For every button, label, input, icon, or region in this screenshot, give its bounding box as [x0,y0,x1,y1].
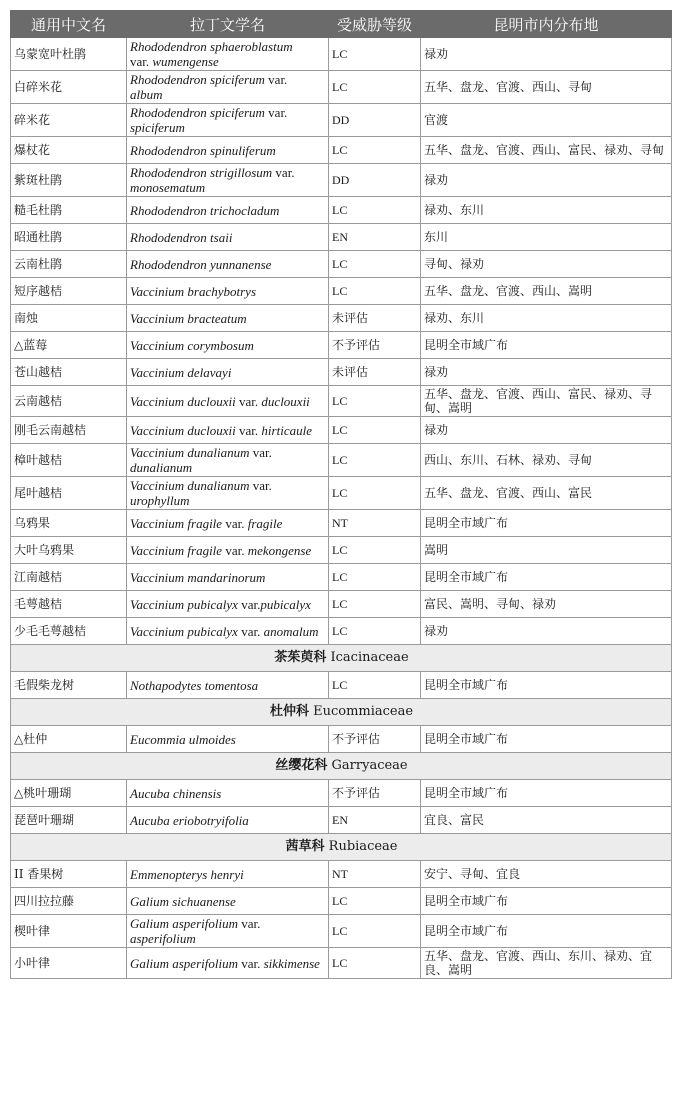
threat-level-cell: LC [329,915,421,948]
threat-level-cell: 不予评估 [329,726,421,753]
distribution-cell: 西山、东川、石林、禄劝、寻甸 [421,444,672,477]
latin-name-cell: Vaccinium pubicalyx var.pubicalyx [127,591,329,618]
common-name-cell: 樟叶越桔 [11,444,127,477]
table-row [11,251,672,278]
common-name-cell: II 香果树 [11,861,127,888]
common-name-cell: 毛萼越桔 [11,591,127,618]
family-header-cell [11,645,672,672]
family-latin-name: Rubiaceae [328,839,398,854]
family-latin-name: Garryaceae [331,758,408,773]
table-row [11,332,672,359]
common-name-cell: 昭通杜鹃 [11,224,127,251]
common-name-cell: 大叶乌鸦果 [11,537,127,564]
threat-level-cell: LC [329,386,421,417]
threat-level-cell: LC [329,564,421,591]
table-row [11,386,672,417]
common-name-cell: 四川拉拉藤 [11,888,127,915]
common-name-cell: 楔叶律 [11,915,127,948]
threat-level-cell: DD [329,164,421,197]
distribution-cell: 禄劝 [421,618,672,645]
threat-level-cell: 不予评估 [329,780,421,807]
latin-name-cell: Rhododendron spiciferum var. spiciferum [127,104,329,137]
threat-level-cell: LC [329,251,421,278]
family-header-row [11,753,672,780]
distribution-cell: 昆明全市域广布 [421,780,672,807]
common-name-cell: △桃叶珊瑚 [11,780,127,807]
latin-name-cell: Vaccinium duclouxii var. hirticaule [127,417,329,444]
latin-name-cell: Vaccinium delavayi [127,359,329,386]
header-latin-name: 拉丁文学名 [127,11,329,38]
table-row [11,618,672,645]
latin-name-cell: Vaccinium dunalianum var. dunalianum [127,444,329,477]
common-name-cell: 乌蒙宽叶杜鹃 [11,38,127,71]
latin-name-cell: Rhododendron trichocladum [127,197,329,224]
distribution-cell: 昆明全市域广布 [421,510,672,537]
latin-name-cell: Galium asperifolium var. asperifolium [127,915,329,948]
threat-level-cell: 未评估 [329,305,421,332]
common-name-cell: 白碎米花 [11,71,127,104]
threat-level-cell: LC [329,672,421,699]
family-latin-name: Eucommiaceae [313,704,414,719]
latin-name-cell: Vaccinium pubicalyx var. anomalum [127,618,329,645]
species-table [10,10,672,979]
distribution-cell: 禄劝 [421,359,672,386]
latin-name-cell: Galium asperifolium var. sikkimense [127,948,329,979]
table-row [11,861,672,888]
header-threat-level: 受威胁等级 [329,11,421,38]
table-row [11,444,672,477]
common-name-cell: 紫斑杜鹃 [11,164,127,197]
table-row [11,197,672,224]
distribution-cell: 宜良、富民 [421,807,672,834]
species-table-container [10,10,671,979]
threat-level-cell: LC [329,618,421,645]
common-name-cell: 少毛毛萼越桔 [11,618,127,645]
latin-name-cell: Eucommia ulmoides [127,726,329,753]
table-row [11,888,672,915]
common-name-cell: 南烛 [11,305,127,332]
threat-level-cell: LC [329,477,421,510]
latin-name-cell: Galium sichuanense [127,888,329,915]
common-name-cell: 短序越桔 [11,278,127,305]
distribution-cell: 五华、盘龙、官渡、西山、富民、禄劝、寻甸、嵩明 [421,386,672,417]
family-header-row [11,699,672,726]
threat-level-cell: LC [329,948,421,979]
threat-level-cell: LC [329,38,421,71]
distribution-cell: 昆明全市域广布 [421,564,672,591]
family-chinese-name: 茶茱萸科 [274,650,327,665]
distribution-cell: 禄劝、东川 [421,197,672,224]
table-row [11,104,672,137]
common-name-cell: △蓝莓 [11,332,127,359]
threat-level-cell: LC [329,888,421,915]
common-name-cell: 乌鸦果 [11,510,127,537]
latin-name-cell: Rhododendron spiciferum var. album [127,71,329,104]
table-row [11,224,672,251]
latin-name-cell: Rhododendron sphaeroblastum var. wumengense [127,38,329,71]
common-name-cell: 糙毛杜鹃 [11,197,127,224]
table-body [11,38,672,979]
distribution-cell: 五华、盘龙、官渡、西山、富民 [421,477,672,510]
family-header-cell [11,834,672,861]
threat-level-cell: LC [329,537,421,564]
distribution-cell: 五华、盘龙、官渡、西山、富民、禄劝、寻甸 [421,137,672,164]
distribution-cell: 官渡 [421,104,672,137]
header-distribution: 昆明市内分布地 [421,11,672,38]
common-name-cell: 琵琶叶珊瑚 [11,807,127,834]
latin-name-cell: Rhododendron strigillosum var. monosematum [127,164,329,197]
distribution-cell: 安宁、寻甸、宜良 [421,861,672,888]
threat-level-cell: NT [329,861,421,888]
table-row [11,807,672,834]
common-name-cell: 毛假柴龙树 [11,672,127,699]
distribution-cell: 寻甸、禄劝 [421,251,672,278]
distribution-cell: 五华、盘龙、官渡、西山、嵩明 [421,278,672,305]
common-name-cell: 爆杖花 [11,137,127,164]
threat-level-cell: LC [329,591,421,618]
threat-level-cell: LC [329,444,421,477]
common-name-cell: 碎米花 [11,104,127,137]
family-header-row [11,645,672,672]
table-row [11,537,672,564]
threat-level-cell: EN [329,807,421,834]
table-row [11,564,672,591]
common-name-cell: 云南越桔 [11,386,127,417]
family-chinese-name: 丝缨花科 [275,758,328,773]
common-name-cell: 云南杜鹃 [11,251,127,278]
threat-level-cell: LC [329,137,421,164]
threat-level-cell: NT [329,510,421,537]
distribution-cell: 东川 [421,224,672,251]
table-row [11,71,672,104]
table-row [11,672,672,699]
table-row [11,780,672,807]
distribution-cell: 昆明全市域广布 [421,332,672,359]
distribution-cell: 禄劝 [421,38,672,71]
threat-level-cell: EN [329,224,421,251]
family-header-cell [11,699,672,726]
common-name-cell: 江南越桔 [11,564,127,591]
latin-name-cell: Rhododendron tsaii [127,224,329,251]
latin-name-cell: Vaccinium fragile var. mekongense [127,537,329,564]
table-row [11,417,672,444]
family-latin-name: Icacinaceae [330,650,409,665]
latin-name-cell: Rhododendron yunnanense [127,251,329,278]
distribution-cell: 禄劝 [421,417,672,444]
common-name-cell: 苍山越桔 [11,359,127,386]
common-name-cell: 小叶律 [11,948,127,979]
family-header-row [11,834,672,861]
table-row [11,38,672,71]
table-row [11,359,672,386]
latin-name-cell: Vaccinium corymbosum [127,332,329,359]
table-row [11,278,672,305]
table-row [11,137,672,164]
common-name-cell: △杜仲 [11,726,127,753]
common-name-cell: 刚毛云南越桔 [11,417,127,444]
table-header-row [11,11,672,38]
distribution-cell: 昆明全市域广布 [421,888,672,915]
distribution-cell: 禄劝、东川 [421,305,672,332]
latin-name-cell: Vaccinium brachybotrys [127,278,329,305]
threat-level-cell: 未评估 [329,359,421,386]
table-row [11,477,672,510]
threat-level-cell: LC [329,197,421,224]
latin-name-cell: Aucuba eriobotryifolia [127,807,329,834]
threat-level-cell: LC [329,417,421,444]
distribution-cell: 嵩明 [421,537,672,564]
family-chinese-name: 茜草科 [285,839,325,854]
latin-name-cell: Vaccinium mandarinorum [127,564,329,591]
table-row [11,726,672,753]
threat-level-cell: DD [329,104,421,137]
common-name-cell: 尾叶越桔 [11,477,127,510]
latin-name-cell: Vaccinium duclouxii var. duclouxii [127,386,329,417]
latin-name-cell: Vaccinium dunalianum var. urophyllum [127,477,329,510]
distribution-cell: 五华、盘龙、官渡、西山、东川、禄劝、宜良、嵩明 [421,948,672,979]
latin-name-cell: Vaccinium fragile var. fragile [127,510,329,537]
family-header-cell [11,753,672,780]
table-row [11,948,672,979]
header-common-name: 通用中文名 [11,11,127,38]
table-row [11,164,672,197]
table-row [11,915,672,948]
distribution-cell: 禄劝 [421,164,672,197]
latin-name-cell: Rhododendron spinuliferum [127,137,329,164]
distribution-cell: 富民、嵩明、寻甸、禄劝 [421,591,672,618]
latin-name-cell: Emmenopterys henryi [127,861,329,888]
threat-level-cell: LC [329,71,421,104]
latin-name-cell: Vaccinium bracteatum [127,305,329,332]
threat-level-cell: LC [329,278,421,305]
table-row [11,510,672,537]
latin-name-cell: Aucuba chinensis [127,780,329,807]
family-chinese-name: 杜仲科 [269,704,309,719]
table-row [11,591,672,618]
distribution-cell: 昆明全市域广布 [421,915,672,948]
distribution-cell: 昆明全市域广布 [421,726,672,753]
latin-name-cell: Nothapodytes tomentosa [127,672,329,699]
table-row [11,305,672,332]
threat-level-cell: 不予评估 [329,332,421,359]
distribution-cell: 五华、盘龙、官渡、西山、寻甸 [421,71,672,104]
distribution-cell: 昆明全市域广布 [421,672,672,699]
